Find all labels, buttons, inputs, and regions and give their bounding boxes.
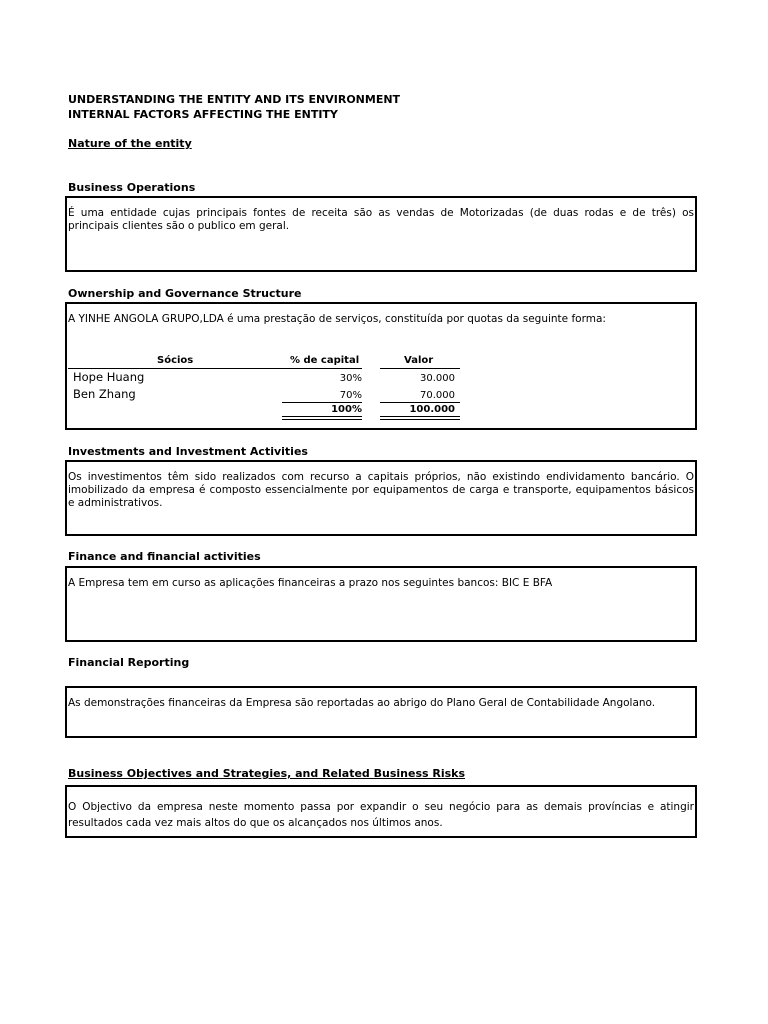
objectives-heading: Business Objectives and Strategies, and Related Business Risks xyxy=(68,767,466,780)
col-valor-header: Valor xyxy=(404,355,434,366)
ownership-text: A YINHE ANGOLA GRUPO,LDA é uma prestação de serviços, constituída por quotas da seguinte forma: xyxy=(68,313,606,325)
objectives-text: O Objectivo da empresa neste momento passa por expandir o seu negócio para as demais províncias e atingir resultados cada vez mais altos do que os alcançados nos últimos anos. xyxy=(68,801,694,829)
investments-heading: Investments and Investment Activities xyxy=(68,445,308,458)
document-title: UNDERSTANDING THE ENTITY AND ITS ENVIRONMENT xyxy=(68,93,401,106)
investments-text: Os investimentos têm sido realizados com recurso a capitais próprios, não existindo endividamento bancário. O imobilizado da empresa é composto essencialmente por equipamentos de carga e transporte, equipamentos básicos e administrativos. xyxy=(68,471,694,509)
socio-name: Ben Zhang xyxy=(73,387,136,401)
total-line-2 xyxy=(380,402,460,403)
finance-heading: Finance and financial activities xyxy=(68,550,261,563)
total-double-underline-1 xyxy=(282,416,362,420)
reporting-box xyxy=(65,686,697,738)
total-double-underline-2 xyxy=(380,416,460,420)
total-valor: 100.000 xyxy=(409,404,455,415)
business-operations-text: É uma entidade cujas principais fontes de receita são as vendas de Motorizadas (de duas rodas e de três) os principais clientes são o publico em geral. xyxy=(68,207,694,232)
finance-text: A Empresa tem em curso as aplicações financeiras a prazo nos seguintes bancos: BIC E BFA xyxy=(68,577,553,589)
total-pct: 100% xyxy=(331,404,362,415)
ownership-heading: Ownership and Governance Structure xyxy=(68,287,302,300)
reporting-text: As demonstrações financeiras da Empresa são reportadas ao abrigo do Plano Geral de Contabilidade Angolano. xyxy=(68,697,656,709)
socio-valor: 70.000 xyxy=(420,390,455,401)
socio-pct: 30% xyxy=(339,373,362,384)
finance-box xyxy=(65,566,697,642)
header-underline-2 xyxy=(380,368,460,369)
socio-name: Hope Huang xyxy=(73,370,145,384)
reporting-heading: Financial Reporting xyxy=(68,656,190,669)
investments-box xyxy=(65,460,697,536)
header-underline-1 xyxy=(68,368,362,369)
document-subtitle: INTERNAL FACTORS AFFECTING THE ENTITY xyxy=(68,108,338,121)
socio-valor: 30.000 xyxy=(420,373,455,384)
socio-pct: 70% xyxy=(339,390,362,401)
business-operations-heading: Business Operations xyxy=(68,181,196,194)
nature-heading: Nature of the entity xyxy=(68,137,192,150)
objectives-box xyxy=(65,785,697,838)
col-socios-header: Sócios xyxy=(157,355,194,366)
col-capital-header: % de capital xyxy=(290,355,360,366)
business-operations-box xyxy=(65,196,697,272)
total-line-1 xyxy=(282,402,362,403)
